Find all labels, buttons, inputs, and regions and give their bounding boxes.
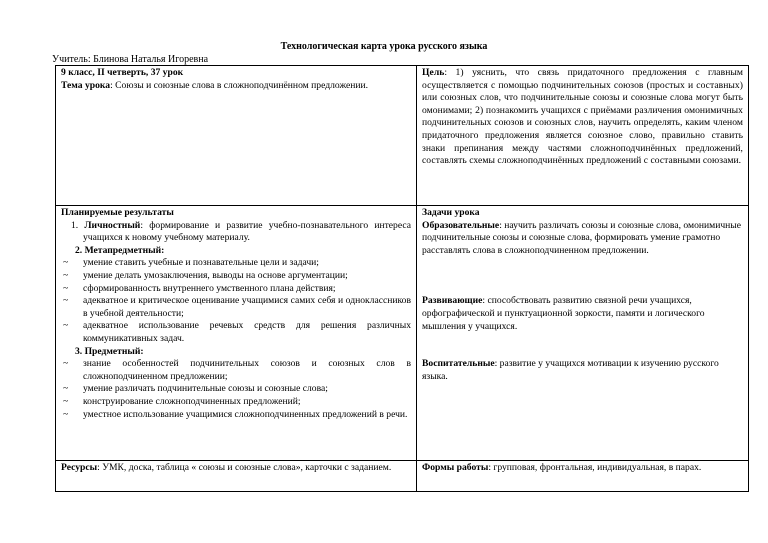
personal-label: Личностный xyxy=(84,219,141,231)
resources-label: Ресурсы xyxy=(61,462,98,473)
goal-paragraph xyxy=(422,67,743,168)
lesson-table xyxy=(55,65,749,492)
resources-line xyxy=(61,462,411,475)
meta-heading: 2. Метапредметный: xyxy=(75,244,165,256)
goal-label: Цель xyxy=(422,67,445,78)
bullet-mark: ~ xyxy=(63,282,69,294)
meta-item xyxy=(61,257,411,270)
bullet-mark: ~ xyxy=(63,295,69,307)
topic-label: Тема урока xyxy=(61,79,111,91)
bullet-mark: ~ xyxy=(63,383,69,395)
tasks-heading: Задачи урока xyxy=(422,207,480,218)
personal-text: : формирование и развитие учебно-познавательного интереса учащихся к новому учебному материалу. xyxy=(83,219,411,244)
meta-item xyxy=(61,320,411,345)
educational-text: : научить различать союзы и союзные слова, омонимичные подчинительные союзы и союзные слова, формировать умение грамотно расставлять слова в сложноподчиненном предложении. xyxy=(422,219,742,256)
class-line: 9 класс, II четверть, 37 урок xyxy=(61,67,184,78)
subject-item-text: умение различать подчинительные союзы и союзные слова; xyxy=(83,383,328,395)
bullet-mark: ~ xyxy=(63,358,69,370)
meta-item-text: адекватное использование речевых средств для решения различных коммуникативных задач. xyxy=(83,320,411,344)
work-forms-line xyxy=(422,462,743,475)
teacher-line: Учитель: Блинова Наталья Игоревна xyxy=(52,54,209,65)
document-title: Технологическая карта урока русского языка xyxy=(280,41,488,52)
topic-text: : Союзы и союзные слова в сложноподчинённом предложении. xyxy=(110,79,369,91)
work-forms-text: : групповая, фронтальная, индивидуальная, в парах. xyxy=(488,462,702,473)
developmental-text: : способствовать развитию связной речи учащихся, орфографической и пунктуационной зоркости, памяти и логического мышления у учащихся. xyxy=(422,295,705,332)
subject-item xyxy=(61,409,411,422)
subject-item-text: конструирование сложноподчиненных предложений; xyxy=(83,395,301,407)
upbringing-label: Воспитательные xyxy=(422,358,495,370)
meta-item-text: адекватное и критическое оценивание учащимися самих себя и одноклассников в учебной деятельности; xyxy=(83,295,411,319)
goal-text: : 1) уяснить, что связь придаточного предложения с главным осуществляется с помощью подчинительных союзов (простых и составных) или союзных слов, что подчинительные союзы и союзные слова могут быть омонимами; 2) познакомить учащихся с приёмами различения омонимичных подчинительных союзов и союзных слов, научить определять, каким членом придаточного предложения является союзное слово, правильно ставить знаки препинания между частями сложноподчинённых предложений, составлять схемы сложноподчинённых предложений с составными союзами. xyxy=(422,67,743,167)
subject-item xyxy=(61,383,411,396)
lesson-info-cell xyxy=(55,65,417,206)
personal-result xyxy=(61,220,411,245)
bullet-mark: ~ xyxy=(63,257,69,269)
meta-item xyxy=(61,283,411,296)
upbringing-text: : развитие у учащихся мотивации к изучению русского языка. xyxy=(422,358,719,382)
upbringing-task xyxy=(422,358,743,383)
bullet-mark: ~ xyxy=(63,395,69,407)
resources-cell xyxy=(55,460,417,492)
meta-item-text: умение ставить учебные и познавательные цели и задачи; xyxy=(83,257,319,269)
subject-item xyxy=(61,396,411,409)
educational-task xyxy=(422,220,743,258)
developmental-label: Развивающие xyxy=(422,295,483,307)
subject-item-text: уместное использование учащимися сложноподчиненных предложений в речи. xyxy=(83,408,408,420)
meta-item-text: сформированность внутреннего умственного плана действия; xyxy=(83,282,336,294)
subject-item-text: знание особенностей подчинительных союзов и союзных слов в сложноподчиненном предложении; xyxy=(83,358,411,382)
bullet-mark: ~ xyxy=(63,320,69,332)
lesson-topic xyxy=(61,80,411,93)
planned-results-cell xyxy=(55,205,417,461)
developmental-task xyxy=(422,295,743,333)
results-heading: Планируемые результаты xyxy=(61,207,174,218)
lesson-tasks-cell xyxy=(416,205,749,461)
subject-item xyxy=(61,358,411,383)
bullet-mark: ~ xyxy=(63,408,69,420)
work-forms-label: Формы работы xyxy=(422,462,489,473)
work-forms-cell xyxy=(416,460,749,492)
meta-item-text: умение делать умозаключения, выводы на основе аргументации; xyxy=(83,269,348,281)
meta-item xyxy=(61,295,411,320)
resources-text: : УМК, доска, таблица « союзы и союзные слова», карточки с заданием. xyxy=(97,462,392,473)
lesson-goal-cell xyxy=(416,65,749,206)
personal-number: 1. xyxy=(71,219,79,231)
bullet-mark: ~ xyxy=(63,269,69,281)
subject-heading: 3. Предметный: xyxy=(75,345,144,357)
meta-item xyxy=(61,270,411,283)
educational-label: Образовательные xyxy=(422,219,500,231)
